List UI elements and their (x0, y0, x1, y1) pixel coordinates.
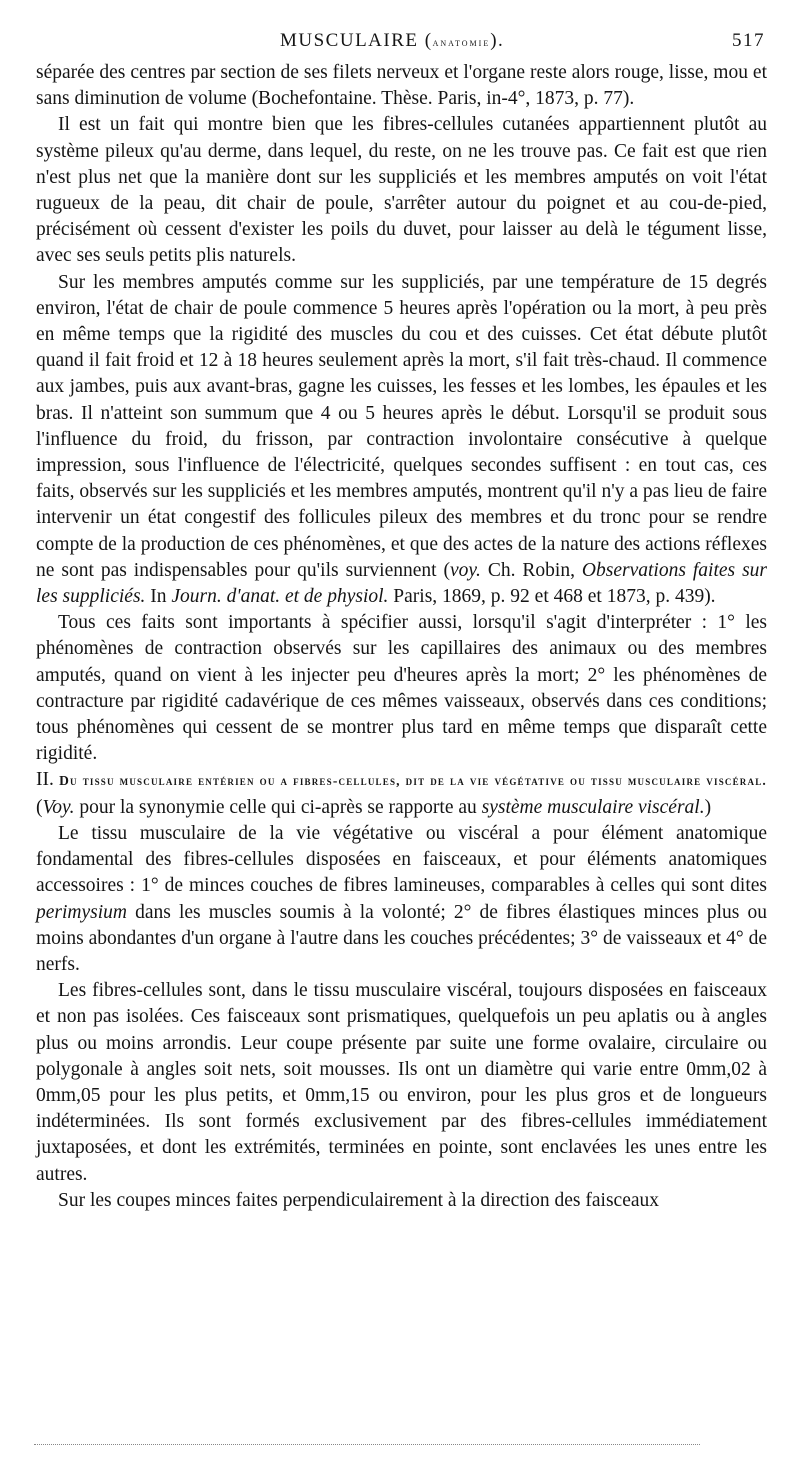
section-note-system: système musculaire viscéral. (481, 796, 705, 818)
paragraph-1: séparée des centres par section de ses filets nerveux et l'organe reste alors rouge, lisse, mou et sans diminution de volume (Bochefontaine. Thèse. Paris, in-4°, 1873, p. 77). (36, 62, 767, 110)
paragraph-6 (36, 821, 767, 978)
paragraph-3 (36, 270, 767, 611)
paragraph-3-in: In (145, 586, 172, 608)
paragraph-4: Tous ces faits sont importants à spécifier aussi, lorsqu'il s'agit d'interpréter : 1° les phénomènes de contraction observés sur les capillaires des animaux ou des membres amputés, quand on vient à les injecter peu d'heures après la mort; 2° les phénomènes de contracture par rigidité cadavérique de ces mêmes vaisseaux, observés dans ces conditions; tous phénomènes qui cessent de se montrer plus tard en même temps que disparaît cette rigidité. (36, 612, 767, 765)
paragraph-6-text-end: dans les muscles soumis à la volonté; 2° de fibres élastiques minces plus ou moins abondantes d'un organe à l'autre dans les couches précédentes; 3° de vaisseaux et 4° de nerfs. (36, 901, 767, 975)
paragraph-2: Il est un fait qui montre bien que les fibres-cellules cutanées appartiennent plutôt au système pileux qu'au derme, dans lequel, du reste, on ne les trouve pas. Ce fait est que rien n'est plus net que la manière dont sur les suppliciés et les membres amputés on voit l'état rugueux de la peau, dit chair de poule, s'arrêter autour du poignet et au cou-de-pied, précisément où cessent d'exister les poils du duvet, pour laisser au delà le tégument lisse, avec ses seuls petits plis naturels. (36, 114, 767, 267)
running-title-main: MUSCULAIRE ( (280, 30, 433, 51)
paragraph-7: Les fibres-cellules sont, dans le tissu musculaire viscéral, toujours disposées en faisceaux et non pas isolées. Ces faisceaux sont prismatiques, quelquefois un peu aplatis ou à angles plus ou moins arrondis. Leur coupe présente par suite une forme ovalaire, circulaire ou polygonale à angles soit nets, soit mousses. Ils ont un diamètre qui varie entre 0mm,02 à 0mm,05 pour les plus petits, et 0mm,15 ou environ, pour les plus gros et de longueurs indéterminées. Ils sont formés exclusivement par des fibres-cellules immédiatement juxtaposées, et dont les extrémités, terminées en pointe, sont enclavées les unes entre les autres. (36, 980, 767, 1185)
section-number: II. (36, 769, 60, 791)
paragraph-3-voy: voy. (450, 559, 481, 581)
section-note-open: ( (36, 796, 43, 818)
section-note-voy: Voy. (42, 796, 75, 818)
running-title-end: ). (490, 30, 505, 51)
section-ii (36, 767, 767, 820)
paragraph-3-author: Ch. Robin, (480, 559, 582, 581)
paragraph-6-perimysium: perimysium (36, 901, 127, 923)
paragraph-6-text: Le tissu musculaire de la vie végétative ou viscéral a pour élément anatomique fondamental des fibres-cellules disposées en faisceaux, et pour éléments anatomiques accessoires : 1° de minces couches de fibres lamineuses, comparables à celles qui sont dites (36, 822, 767, 897)
footer-rule (34, 1444, 700, 1445)
running-header (36, 30, 767, 60)
citation-journal: Journ. d'anat. et de physiol. (171, 586, 389, 608)
page (36, 30, 767, 1214)
paragraph-3-text: Sur les membres amputés comme sur les suppliciés, par une température de 15 degrés environ, l'état de chair de poule commence 5 heures après l'opération ou la mort, à peu près en même temps que la rigidité des muscles du cou et des cuisses. Cet état débute plutôt quand il fait froid et 12 à 18 heures seulement après la mort, s'il fait très-chaud. Il commence aux jambes, puis aux avant-bras, gagne les cuisses, les fesses et les lombes, les épaules et les bras. Il n'atteint son summum que 4 ou 5 heures après le début. Lorsqu'il se produit sous l'influence du froid, du frisson, par contraction involontaire consécutive à quelque impression, sous l'influence de l'électricité, quelques secondes suffisent : en tout cas, ces faits, observés sur les suppliciés et les membres amputés, montrent qu'il n'y a pas lieu de faire intervenir un état congestif des follicules pileux des membres et du tronc pour se rendre compte de la production de ces phénomènes, et que des actes de la nature des actions réflexes ne sont pas indispensables pour qu'ils surviennent ( (36, 271, 767, 581)
section-heading: Du tissu musculaire entérien ou a fibres-cellules, dit de la vie végétative ou tissu musculaire viscéral. (59, 773, 767, 789)
running-title-subject: anatomie (432, 37, 491, 49)
citation-details: Paris, 1869, p. 92 et 468 et 1873, p. 439). (388, 586, 716, 608)
paragraph-8: Sur les coupes minces faites perpendiculairement à la direction des faisceaux (58, 1189, 660, 1211)
running-title (280, 30, 504, 52)
citation-title: Observations faites sur les suppliciés. (36, 559, 768, 608)
section-note-text: pour la synonymie celle qui ci-après se rapporte au (74, 796, 482, 818)
section-note-close: ) (704, 796, 712, 818)
page-number: 517 (732, 30, 765, 51)
